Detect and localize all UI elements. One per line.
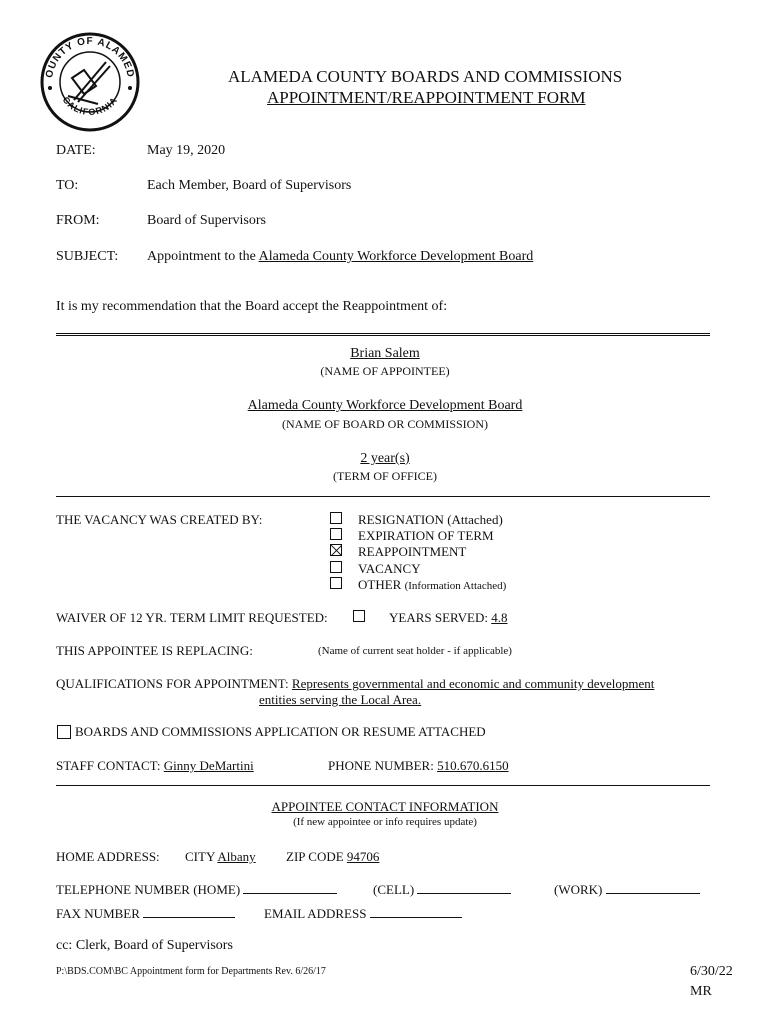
from-value: Board of Supervisors xyxy=(147,213,266,228)
home-phone-field: TELEPHONE NUMBER (HOME) xyxy=(56,881,337,897)
attachment-label: BOARDS AND COMMISSIONS APPLICATION OR RESUME ATTACHED xyxy=(75,724,486,739)
resignation-label: RESIGNATION (Attached) xyxy=(358,512,503,527)
attachment-checkbox[interactable] xyxy=(57,725,71,739)
subject-value: Alameda County Workforce Development Board xyxy=(258,249,534,264)
contact-info-subheading: (If new appointee or info requires update) xyxy=(293,816,477,828)
replacing-hint: (Name of current seat holder - if applicable) xyxy=(318,645,512,657)
years-served: YEARS SERVED: 4.8 xyxy=(389,610,508,625)
waiver-label: WAIVER OF 12 YR. TERM LIMIT REQUESTED: xyxy=(56,610,328,625)
board-name-caption: (NAME OF BOARD OR COMMISSION) xyxy=(281,417,489,431)
appointee-name: Brian Salem xyxy=(350,346,420,361)
home-address-label: HOME ADDRESS: xyxy=(56,849,160,864)
to-value: Each Member, Board of Supervisors xyxy=(147,178,352,193)
other-checkbox[interactable] xyxy=(330,577,342,589)
term-of-office-caption: (TERM OF OFFICE) xyxy=(332,469,437,483)
section-divider xyxy=(56,785,710,786)
file-path: P:\BDS.COM\BC Appointment form for Departments Rev. 6/26/17 xyxy=(56,966,326,977)
svg-text:CALIFORNIA: CALIFORNIA xyxy=(60,94,120,118)
waiver-checkbox[interactable] xyxy=(353,610,365,622)
subject-prefix: Appointment to the xyxy=(147,249,256,264)
vacancy-checkbox[interactable] xyxy=(330,561,342,573)
zip-field: ZIP CODE 94706 xyxy=(286,849,380,864)
appointee-name-caption: (NAME OF APPOINTEE) xyxy=(320,364,450,378)
initials: MR xyxy=(690,984,712,999)
fax-blank[interactable] xyxy=(143,905,235,918)
staff-phone: PHONE NUMBER: 510.670.6150 xyxy=(328,758,509,773)
resignation-checkbox[interactable] xyxy=(330,512,342,524)
to-label: TO: xyxy=(56,178,79,193)
section-divider xyxy=(56,333,710,336)
home-phone-blank[interactable] xyxy=(243,881,337,894)
replacing-label: THIS APPOINTEE IS REPLACING: xyxy=(56,643,253,658)
other-label: OTHER (Information Attached) xyxy=(358,577,507,592)
board-name: Alameda County Workforce Development Board xyxy=(247,398,523,413)
qualifications: QUALIFICATIONS FOR APPOINTMENT: Represents governmental and economic and community development xyxy=(56,676,655,691)
reappointment-label: REAPPOINTMENT xyxy=(358,544,467,559)
form-title-line-1: ALAMEDA COUNTY BOARDS AND COMMISSIONS xyxy=(228,67,623,86)
email-blank[interactable] xyxy=(370,905,462,918)
term-of-office: 2 year(s) xyxy=(360,451,410,466)
work-phone-blank[interactable] xyxy=(606,881,700,894)
date-stamp: 6/30/22 xyxy=(690,964,733,979)
subject-line xyxy=(147,249,533,265)
reappointment-checkbox[interactable] xyxy=(330,544,342,556)
recommendation-text: It is my recommendation that the Board accept the Reappointment of: xyxy=(56,299,448,314)
qualifications-line-2: entities serving the Local Area. xyxy=(259,692,422,707)
date-label: DATE: xyxy=(56,143,96,158)
cc-line: cc: Clerk, Board of Supervisors xyxy=(56,938,233,953)
cell-phone-blank[interactable] xyxy=(417,881,511,894)
staff-contact: STAFF CONTACT: Ginny DeMartini xyxy=(56,758,254,773)
email-field: EMAIL ADDRESS xyxy=(264,905,462,921)
contact-info-heading: APPOINTEE CONTACT INFORMATION xyxy=(271,799,499,814)
city-field: CITY Albany xyxy=(185,849,256,864)
vacancy-label: THE VACANCY WAS CREATED BY: xyxy=(56,512,263,527)
subject-label: SUBJECT: xyxy=(56,249,119,264)
vacancy-option-label: VACANCY xyxy=(358,561,421,576)
date-value: May 19, 2020 xyxy=(147,143,226,158)
from-label: FROM: xyxy=(56,213,100,228)
svg-text:COUNTY OF ALAMEDA: OUNTY OF ALAMED xyxy=(44,35,136,79)
cell-phone-field: (CELL) xyxy=(373,881,511,897)
form-title-line-2: APPOINTMENT/REAPPOINTMENT FORM xyxy=(267,88,586,107)
county-seal xyxy=(38,30,142,134)
expiration-checkbox[interactable] xyxy=(330,528,342,540)
fax-field: FAX NUMBER xyxy=(56,905,235,921)
section-divider xyxy=(56,496,710,497)
work-phone-field: (WORK) xyxy=(554,881,700,897)
expiration-label: EXPIRATION OF TERM xyxy=(358,528,494,543)
